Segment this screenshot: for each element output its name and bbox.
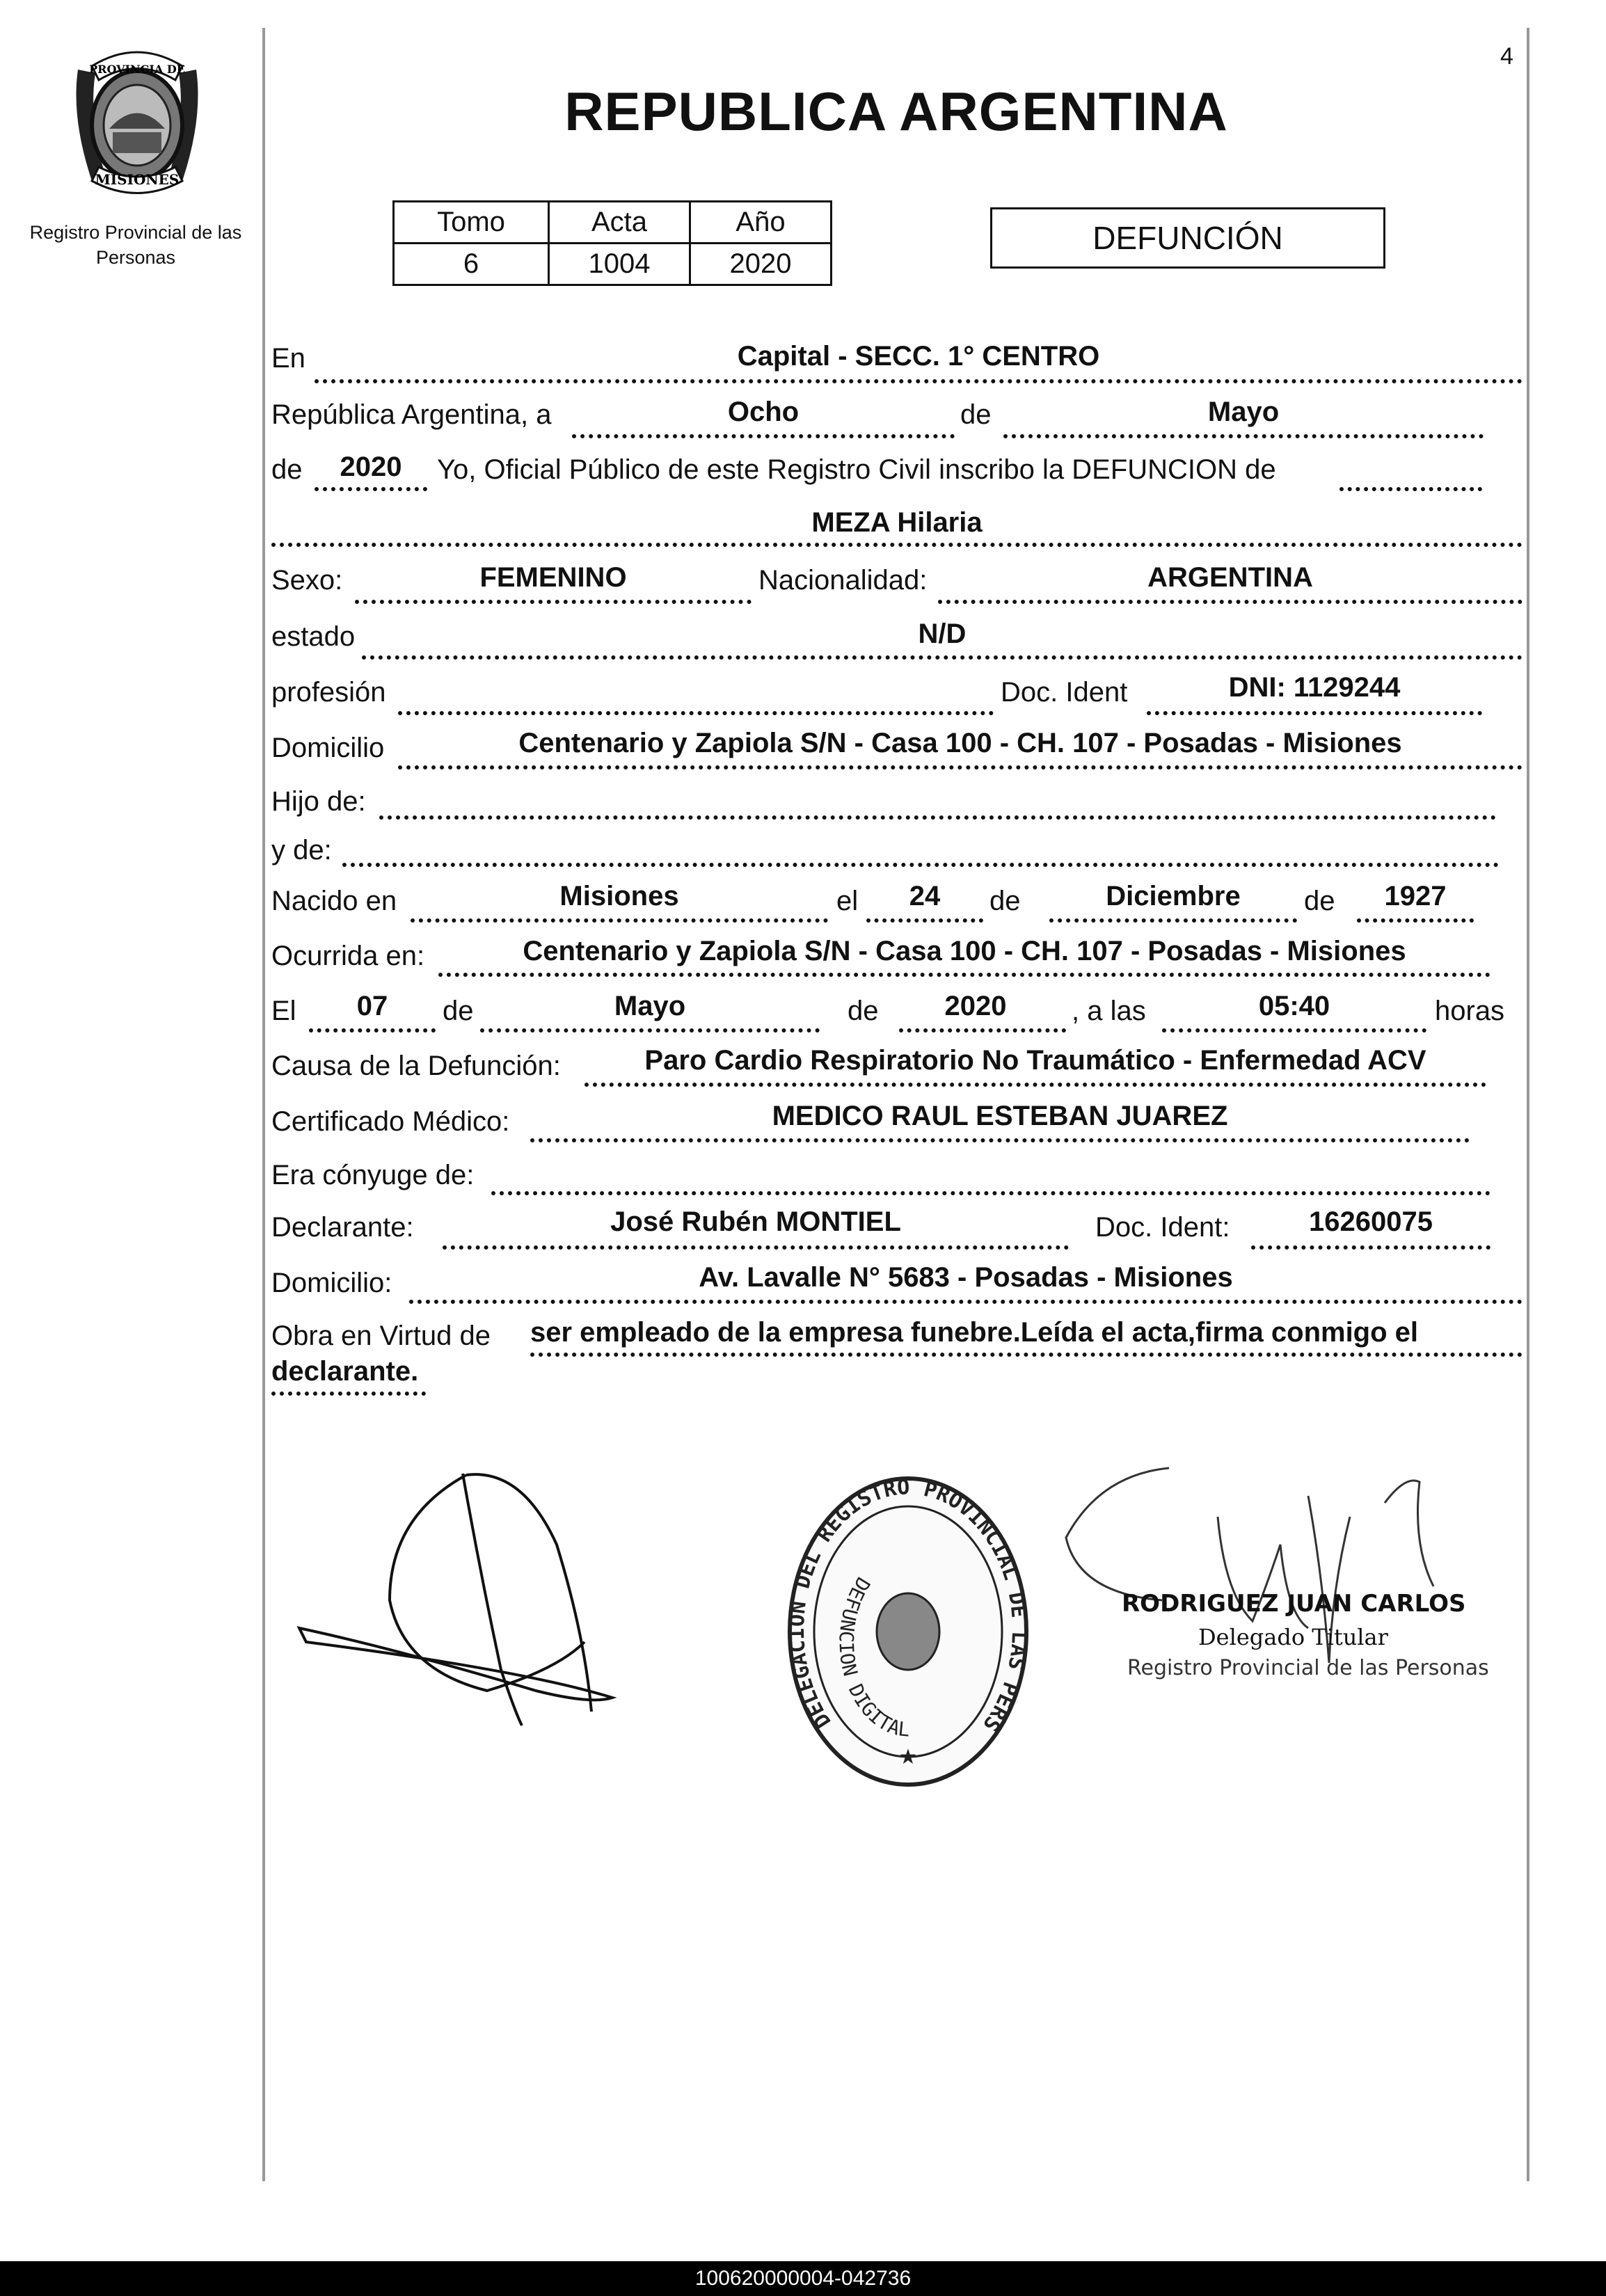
dotted-line [491, 1191, 1490, 1195]
table-header-tomo: Tomo [394, 202, 549, 244]
label-causa: Causa de la Defunción: [271, 1051, 561, 1081]
dotted-line [480, 1028, 820, 1033]
dotted-line [409, 1300, 1522, 1304]
dotted-line [398, 711, 994, 715]
svg-text:PROVINCIA DE: PROVINCIA DE [89, 63, 185, 76]
estado-value: N/D [918, 619, 967, 649]
dotted-line [1357, 918, 1474, 923]
label-doc-ident: Doc. Ident [1001, 677, 1128, 708]
label-de: de [443, 996, 474, 1026]
table-value-tomo: 6 [394, 244, 549, 285]
declarant-signature [292, 1461, 640, 1739]
dotted-line [271, 1392, 426, 1396]
nacido-en-value: Misiones [559, 881, 679, 911]
obra-en-virtud-value-cont: declarante. [271, 1356, 419, 1387]
label-de: de [271, 454, 303, 485]
dotted-line [1049, 918, 1297, 923]
dotted-line [585, 1083, 1486, 1087]
declarante-doc-value: 16260075 [1309, 1206, 1433, 1237]
label-certificado: Certificado Médico: [271, 1106, 510, 1137]
barcode-text: 100620000004-042736 [0, 2261, 1606, 2296]
table-header-anio: Año [690, 202, 832, 244]
label-de: de [848, 996, 879, 1026]
nacimiento-mes-value: Diciembre [1106, 881, 1241, 911]
dotted-line [342, 863, 1499, 867]
label-nacionalidad: Nacionalidad: [758, 565, 928, 596]
dotted-line [1339, 487, 1482, 491]
defuncion-anio-value: 2020 [944, 991, 1007, 1021]
label-de: de [1304, 886, 1335, 916]
mes-inscripcion-value: Mayo [1207, 397, 1280, 427]
dotted-line [315, 487, 427, 491]
domicilio-value: Centenario y Zapiola S/N - Casa 100 - CH. 107 - Posadas - Misiones [518, 728, 1402, 758]
declarante-domicilio-value: Av. Lavalle N° 5683 - Posadas - Misiones [699, 1262, 1233, 1293]
lugar-value: Capital - SECC. 1° CENTRO [737, 341, 1100, 372]
doc-ident-value: DNI: 1129244 [1228, 672, 1401, 703]
defuncion-dia-value: 07 [356, 991, 388, 1021]
label-republica-a: República Argentina, a [271, 399, 552, 430]
svg-text:DEFUNCION DIGITAL: DEFUNCION DIGITAL [834, 1573, 911, 1741]
record-type-box: DEFUNCIÓN [990, 207, 1385, 269]
label-en: En [271, 343, 305, 374]
label-hijo-de: Hijo de: [271, 786, 366, 817]
label-ocurrida-en: Ocurrida en: [271, 941, 425, 971]
label-profesion: profesión [271, 677, 386, 708]
svg-text:DELEGACION DEL REGISTRO PROVIN: DELEGACION DEL REGISTRO PROVINCIAL DE LAS PERS [784, 1475, 1032, 1736]
dotted-line [411, 918, 828, 923]
nacionalidad-value: ARGENTINA [1147, 562, 1313, 593]
label-domicilio-declarante: Domicilio: [271, 1268, 392, 1298]
causa-value: Paro Cardio Respiratorio No Traumático - Enfermedad ACV [644, 1045, 1426, 1076]
dotted-line [1251, 1245, 1490, 1250]
label-de: de [989, 886, 1021, 916]
nombre-value: MEZA Hilaria [811, 507, 983, 538]
dotted-line [1003, 434, 1484, 438]
label-doc-ident-declarante: Doc. Ident: [1095, 1212, 1230, 1243]
registrar-signature [1058, 1433, 1475, 1725]
svg-text:MISIONES: MISIONES [95, 171, 180, 188]
nacimiento-anio-value: 1927 [1384, 881, 1447, 911]
dotted-line [309, 1028, 436, 1033]
sexo-value: FEMENINO [479, 562, 627, 593]
nacimiento-dia-value: 24 [909, 881, 941, 911]
dotted-line [315, 379, 1522, 383]
defuncion-hora-value: 05:40 [1258, 991, 1330, 1021]
svg-text:★: ★ [898, 1746, 918, 1769]
label-era-conyuge: Era cónyuge de: [271, 1160, 475, 1190]
dotted-line [379, 815, 1496, 820]
dotted-line [271, 543, 1522, 547]
dotted-line [443, 1245, 1069, 1250]
label-de: de [960, 399, 992, 430]
label-a-las: , a las [1072, 996, 1146, 1026]
label-nacido-en: Nacido en [271, 886, 397, 916]
dotted-line [530, 1138, 1470, 1142]
right-margin-line [1527, 28, 1529, 2181]
ocurrida-en-value: Centenario y Zapiola S/N - Casa 100 - CH. 107 - Posadas - Misiones [523, 936, 1406, 966]
certificado-value: MEDICO RAUL ESTEBAN JUAREZ [772, 1101, 1228, 1131]
defuncion-mes-value: Mayo [614, 991, 686, 1021]
registrar-name: RODRIGUEZ JUAN CARLOS [1122, 1590, 1466, 1618]
dotted-line [899, 1028, 1066, 1033]
label-horas: horas [1435, 996, 1505, 1026]
dotted-line [362, 655, 1522, 660]
label-el: el [836, 886, 859, 916]
label-yo-oficial: Yo, Oficial Público de este Registro Civil inscribo la DEFUNCION de [437, 454, 1276, 485]
record-table [392, 200, 832, 286]
table-header-acta: Acta [549, 202, 690, 244]
registrar-organization: Registro Provincial de las Personas [1127, 1656, 1489, 1680]
declarante-value: José Rubén MONTIEL [610, 1206, 901, 1237]
page-title: REPUBLICA ARGENTINA [564, 81, 1228, 142]
dotted-line [572, 434, 955, 438]
table-value-anio: 2020 [690, 244, 832, 285]
label-domicilio: Domicilio [271, 733, 385, 763]
table-value-acta: 1004 [549, 244, 690, 285]
label-declarante: Declarante: [271, 1212, 414, 1243]
anio-inscripcion-value: 2020 [340, 452, 402, 482]
dotted-line [530, 1353, 1522, 1357]
label-el: El [271, 996, 296, 1026]
dotted-line [866, 918, 983, 923]
page-number: 4 [1500, 43, 1513, 70]
dia-inscripcion-value: Ocho [727, 397, 800, 427]
official-stamp [783, 1472, 1033, 1792]
dotted-line [1147, 711, 1482, 715]
label-sexo: Sexo: [271, 565, 343, 596]
dotted-line [438, 973, 1490, 977]
dotted-line [355, 600, 752, 604]
registry-name: Registro Provincial de las Personas [29, 222, 242, 268]
dotted-line [1162, 1028, 1426, 1033]
left-margin-line [262, 28, 265, 2181]
label-y-de: y de: [271, 835, 332, 866]
registrar-role: Delegado Titular [1198, 1624, 1388, 1650]
dotted-line [398, 765, 1522, 770]
label-obra-en-virtud: Obra en Virtud de [271, 1321, 491, 1351]
dotted-line [938, 600, 1522, 604]
obra-en-virtud-value: ser empleado de la empresa funebre.Leída el acta,firma conmigo el [530, 1317, 1419, 1348]
label-estado: estado [271, 621, 356, 652]
